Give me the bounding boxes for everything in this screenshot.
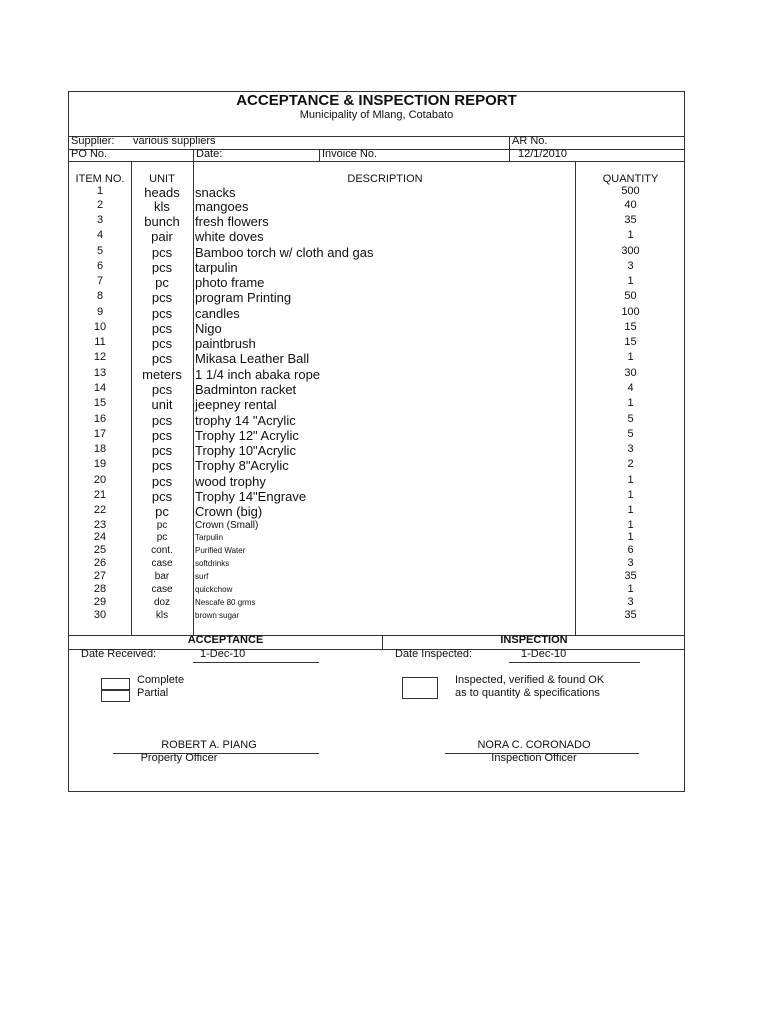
item-description: white doves (195, 229, 264, 244)
item-description: Nescafe 80 grms (195, 598, 256, 607)
item-unit: pc (156, 532, 168, 543)
item-quantity: 30 (624, 367, 637, 379)
item-number: 17 (93, 428, 107, 440)
item-description: Badminton racket (195, 382, 297, 397)
item-quantity: 1 (627, 275, 634, 287)
item-unit: pcs (151, 474, 173, 489)
item-number: 29 (93, 596, 107, 608)
item-unit: pcs (151, 382, 173, 397)
date-inspected-label: Date Inspected: (395, 648, 473, 660)
inspection-statement-line2: as to quantity & specifications (455, 687, 600, 699)
item-description: Mikasa Leather Ball (195, 351, 310, 366)
divider (193, 149, 194, 161)
table-row (69, 428, 686, 443)
item-description: mangoes (195, 199, 249, 214)
item-number: 16 (93, 413, 107, 425)
item-number: 11 (94, 336, 106, 348)
item-description: brown sugar (195, 611, 240, 620)
divider (69, 161, 684, 162)
table-row (69, 458, 686, 473)
item-quantity: 1 (627, 229, 634, 241)
item-description: Trophy 8"Acrylic (195, 458, 289, 473)
item-quantity: 1 (627, 504, 634, 516)
item-number: 28 (93, 583, 107, 595)
property-officer-name: ROBERT A. PIANG (161, 739, 257, 751)
item-description: Purified Water (195, 546, 246, 555)
item-quantity: 3 (627, 596, 634, 608)
item-description: program Printing (195, 290, 292, 305)
item-unit: pcs (151, 443, 173, 458)
column-header-description: DESCRIPTION (347, 173, 423, 185)
date-received-underline (193, 662, 319, 663)
item-quantity: 2 (627, 458, 634, 470)
item-description: Trophy 14"Engrave (195, 489, 307, 504)
complete-checkbox[interactable] (101, 678, 130, 690)
item-quantity: 1 (627, 583, 634, 595)
table-row (69, 367, 686, 382)
date-received-value: 1-Dec-10 (200, 648, 246, 660)
table-row (69, 185, 686, 200)
item-description: surf (195, 572, 209, 581)
item-quantity: 1 (627, 397, 634, 409)
item-unit: pc (155, 275, 169, 290)
item-number: 1 (96, 185, 104, 197)
item-description: snacks (195, 185, 236, 200)
item-description: paintbrush (195, 336, 256, 351)
item-unit: bunch (144, 214, 180, 229)
item-description: photo frame (195, 275, 265, 290)
date-inspected-value: 1-Dec-10 (521, 648, 567, 660)
item-number: 26 (93, 557, 107, 569)
item-unit: kls (154, 199, 170, 214)
item-number: 6 (96, 260, 104, 272)
item-quantity: 5 (627, 413, 634, 425)
item-description: fresh flowers (195, 214, 269, 229)
invoice-date: 12/1/2010 (518, 148, 567, 160)
item-unit: heads (144, 185, 180, 200)
item-quantity: 100 (621, 306, 640, 318)
item-quantity: 35 (624, 214, 637, 226)
item-unit: pcs (151, 290, 173, 305)
table-row (69, 290, 686, 305)
item-unit: pcs (151, 489, 173, 504)
item-description: wood trophy (195, 474, 266, 489)
item-number: 4 (96, 229, 104, 241)
item-number: 14 (93, 382, 107, 394)
item-unit: case (151, 558, 173, 569)
item-number: 8 (96, 290, 104, 302)
table-row (69, 443, 686, 458)
item-description: softdrinks (195, 559, 230, 568)
item-quantity: 1 (627, 351, 634, 363)
item-quantity: 15 (624, 321, 637, 333)
item-unit: pair (151, 229, 173, 244)
invoice-no-label: Invoice No. (322, 148, 378, 160)
item-quantity: 1 (627, 474, 634, 486)
po-no-label: PO No. (71, 148, 108, 160)
item-number: 13 (93, 367, 107, 379)
item-number: 27 (93, 570, 107, 582)
item-quantity: 15 (624, 336, 637, 348)
item-quantity: 1 (627, 489, 634, 501)
table-row (69, 382, 686, 397)
date-received-label: Date Received: (81, 648, 157, 660)
table-row (69, 336, 686, 351)
table-row (69, 351, 686, 366)
supplier-value: various suppliers (133, 135, 216, 147)
item-number: 30 (93, 609, 107, 621)
item-quantity: 1 (627, 519, 634, 531)
item-number: 7 (96, 275, 104, 287)
item-quantity: 300 (621, 245, 640, 257)
inspection-officer-title: Inspection Officer (491, 752, 577, 764)
item-unit: unit (151, 397, 173, 412)
report-title: ACCEPTANCE & INSPECTION REPORT (236, 92, 517, 109)
item-description: Nigo (195, 321, 222, 336)
table-row (69, 275, 686, 290)
item-description: Crown (Small) (195, 520, 259, 531)
item-description: candles (195, 306, 240, 321)
date-label: Date: (196, 148, 223, 160)
table-row (69, 321, 686, 336)
item-unit: kls (155, 610, 169, 621)
item-unit: pcs (151, 336, 173, 351)
item-unit: pcs (151, 306, 173, 321)
item-unit: meters (142, 367, 182, 382)
partial-label: Partial (137, 687, 169, 699)
item-quantity: 1 (627, 531, 634, 543)
column-header-item-no: ITEM NO. (75, 173, 125, 185)
complete-label: Complete (137, 674, 185, 686)
item-unit: doz (153, 597, 171, 608)
item-quantity: 4 (627, 382, 634, 394)
report-subtitle: Municipality of Mlang, Cotabato (299, 109, 454, 121)
item-unit: pcs (151, 428, 173, 443)
inspection-statement-line1: Inspected, verified & found OK (455, 674, 605, 686)
item-description: quickchow (195, 585, 233, 594)
item-unit: cont. (151, 545, 173, 556)
acceptance-heading: ACCEPTANCE (187, 634, 264, 646)
item-quantity: 3 (627, 443, 634, 455)
supplier-label: Supplier: (71, 135, 115, 147)
item-description: trophy 14 "Acrylic (195, 413, 296, 428)
item-number: 18 (93, 443, 107, 455)
item-unit: pcs (151, 413, 173, 428)
item-number: 22 (93, 504, 107, 516)
table-row (69, 413, 686, 428)
table-row (69, 214, 686, 229)
item-quantity: 40 (624, 199, 637, 211)
divider (69, 649, 684, 650)
table-row (69, 245, 686, 260)
item-unit: pc (155, 504, 169, 519)
item-number: 10 (93, 321, 107, 333)
table-row (69, 609, 686, 624)
item-number: 2 (96, 199, 104, 211)
item-number: 9 (96, 306, 104, 318)
item-number: 3 (96, 214, 104, 226)
inspected-ok-checkbox[interactable] (402, 677, 438, 699)
ar-no-label: AR No. (512, 135, 548, 147)
item-number: 25 (93, 544, 107, 556)
item-description: Trophy 10"Acrylic (195, 443, 296, 458)
divider (319, 149, 320, 161)
item-description: Bamboo torch w/ cloth and gas (195, 245, 374, 260)
table-row (69, 306, 686, 321)
table-row (69, 489, 686, 504)
item-description: tarpulin (195, 260, 238, 275)
item-quantity: 6 (627, 544, 634, 556)
column-header-unit: UNIT (149, 173, 175, 185)
partial-checkbox[interactable] (101, 690, 130, 702)
table-row (69, 260, 686, 275)
item-unit: pcs (151, 245, 173, 260)
table-row (69, 474, 686, 489)
item-quantity: 3 (627, 260, 634, 272)
item-number: 24 (93, 531, 107, 543)
item-unit: pc (156, 520, 168, 531)
item-quantity: 35 (624, 609, 637, 621)
inspection-report-form (68, 91, 685, 792)
item-description: jeepney rental (195, 397, 277, 412)
table-row (69, 397, 686, 412)
item-quantity: 5 (627, 428, 634, 440)
inspection-heading: INSPECTION (500, 634, 568, 646)
date-inspected-underline (509, 662, 640, 663)
item-unit: case (151, 584, 173, 595)
item-description: Crown (big) (195, 504, 263, 519)
inspection-officer-name: NORA C. CORONADO (477, 739, 591, 751)
item-description: 1 1/4 inch abaka rope (195, 367, 321, 382)
item-quantity: 35 (624, 570, 637, 582)
item-description: Tarpulin (195, 533, 224, 542)
item-unit: pcs (151, 260, 173, 275)
item-quantity: 500 (621, 185, 640, 197)
item-number: 21 (93, 489, 107, 501)
item-description: Trophy 12" Acrylic (195, 428, 299, 443)
table-row (69, 504, 686, 519)
divider (509, 136, 510, 161)
item-unit: bar (154, 571, 170, 582)
table-row (69, 229, 686, 244)
item-unit: pcs (151, 351, 173, 366)
item-number: 15 (93, 397, 107, 409)
item-unit: pcs (151, 321, 173, 336)
column-header-quantity: QUANTITY (602, 173, 659, 185)
table-row (69, 199, 686, 214)
item-quantity: 3 (627, 557, 634, 569)
item-quantity: 50 (624, 290, 637, 302)
item-number: 23 (93, 519, 107, 531)
item-unit: pcs (151, 458, 173, 473)
item-number: 19 (93, 458, 107, 470)
item-number: 12 (93, 351, 107, 363)
item-number: 20 (93, 474, 107, 486)
property-officer-title: Property Officer (140, 752, 218, 764)
item-number: 5 (96, 245, 104, 257)
